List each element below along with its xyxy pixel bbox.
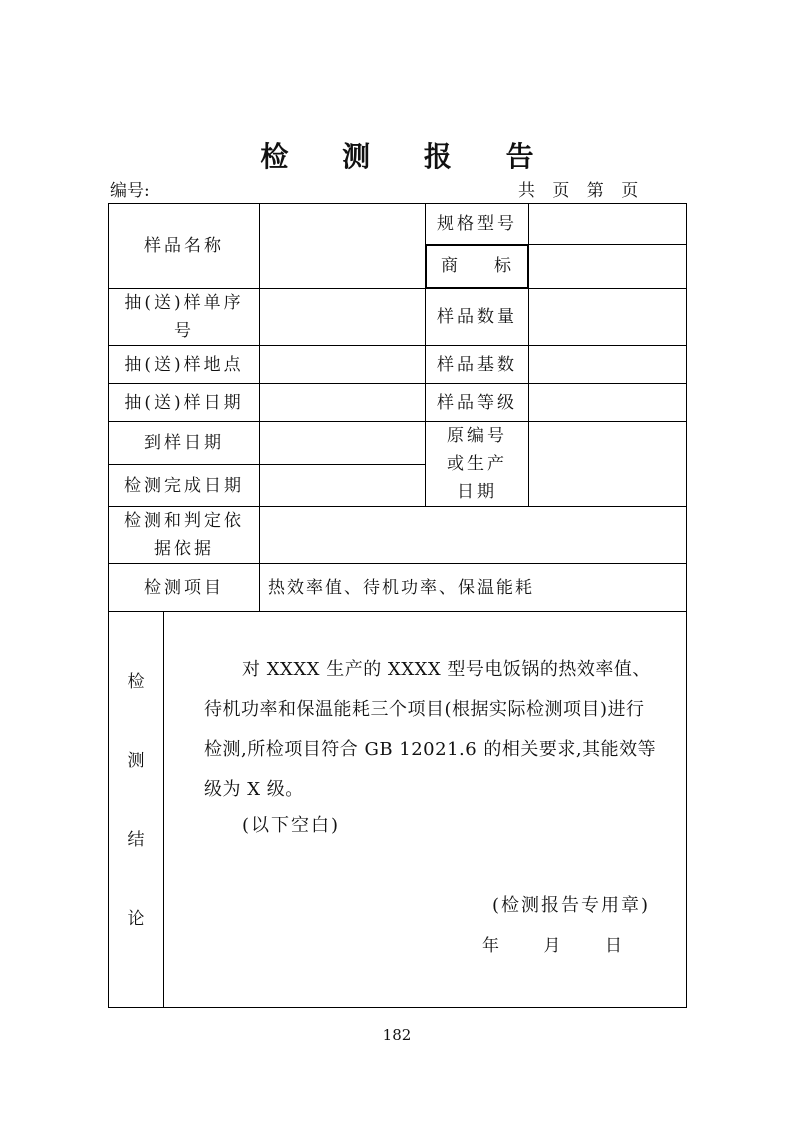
trademark-field[interactable] bbox=[529, 245, 687, 289]
date-day-label: 日 bbox=[605, 936, 622, 956]
sampling-date-label: 抽(送)样日期 bbox=[109, 384, 260, 422]
sample-quantity-label: 样品数量 bbox=[426, 289, 529, 346]
sample-name-label: 样品名称 bbox=[109, 204, 260, 289]
arrival-date-label: 到样日期 bbox=[109, 422, 260, 465]
test-items-value[interactable]: 热效率值、待机功率、保温能耗 bbox=[260, 564, 687, 612]
conclusion-label-char-1: 检 bbox=[127, 672, 145, 692]
arrival-date-field[interactable] bbox=[260, 422, 426, 465]
basis-label: 检测和判定依据依据 bbox=[109, 507, 260, 564]
sampling-order-label: 抽(送)样单序号 bbox=[109, 289, 260, 346]
date-year-label: 年 bbox=[482, 936, 499, 956]
original-no-label: 原编号或生产日期 bbox=[426, 422, 529, 507]
completion-date-field[interactable] bbox=[260, 465, 426, 507]
page-count-label: 共 页 第 页 bbox=[518, 181, 645, 201]
date-month-label: 月 bbox=[543, 936, 561, 956]
spec-model-field[interactable] bbox=[529, 204, 687, 245]
basis-field[interactable] bbox=[260, 507, 687, 564]
serial-number-label: 编号: bbox=[110, 181, 150, 201]
report-title: 检 测 报 告 bbox=[260, 140, 556, 173]
conclusion-date bbox=[482, 932, 622, 960]
report-form-table bbox=[108, 203, 687, 1008]
trademark-label bbox=[426, 245, 528, 288]
conclusion-label-char-3: 结 bbox=[127, 830, 145, 850]
conclusion-label bbox=[109, 612, 164, 1008]
original-no-field[interactable] bbox=[529, 422, 687, 507]
sample-base-label: 样品基数 bbox=[426, 346, 529, 384]
completion-date-label: 检测完成日期 bbox=[109, 465, 260, 507]
sample-grade-field[interactable] bbox=[529, 384, 687, 422]
sampling-location-label: 抽(送)样地点 bbox=[109, 346, 260, 384]
sampling-date-field[interactable] bbox=[260, 384, 426, 422]
sample-quantity-field[interactable] bbox=[529, 289, 687, 346]
test-items-label: 检测项目 bbox=[109, 564, 260, 612]
spec-model-label: 规格型号 bbox=[426, 204, 529, 245]
conclusion-text: 对 XXXX 生产的 XXXX 型号电饭锅的热效率值、待机功率和保温能耗三个项目(根据实际检测项目)进行检测,所检项目符合 GB 12021.6 的相关要求,其能效等级为 X 级。 bbox=[204, 659, 657, 800]
seal-note: (检测报告专用章) bbox=[492, 895, 651, 916]
conclusion-label-char-2: 测 bbox=[127, 751, 145, 771]
sampling-order-field[interactable] bbox=[260, 289, 426, 346]
sample-name-field[interactable] bbox=[260, 204, 426, 289]
trademark-label-char-1: 商 bbox=[441, 256, 458, 276]
blank-below-note: (以下空白) bbox=[242, 815, 341, 836]
sampling-location-field[interactable] bbox=[260, 346, 426, 384]
sample-base-field[interactable] bbox=[529, 346, 687, 384]
sample-grade-label: 样品等级 bbox=[426, 384, 529, 422]
page-number: 182 bbox=[382, 1026, 412, 1044]
trademark-label-char-2: 标 bbox=[494, 256, 511, 276]
conclusion-body[interactable] bbox=[164, 612, 687, 1008]
conclusion-label-char-4: 论 bbox=[127, 909, 145, 929]
